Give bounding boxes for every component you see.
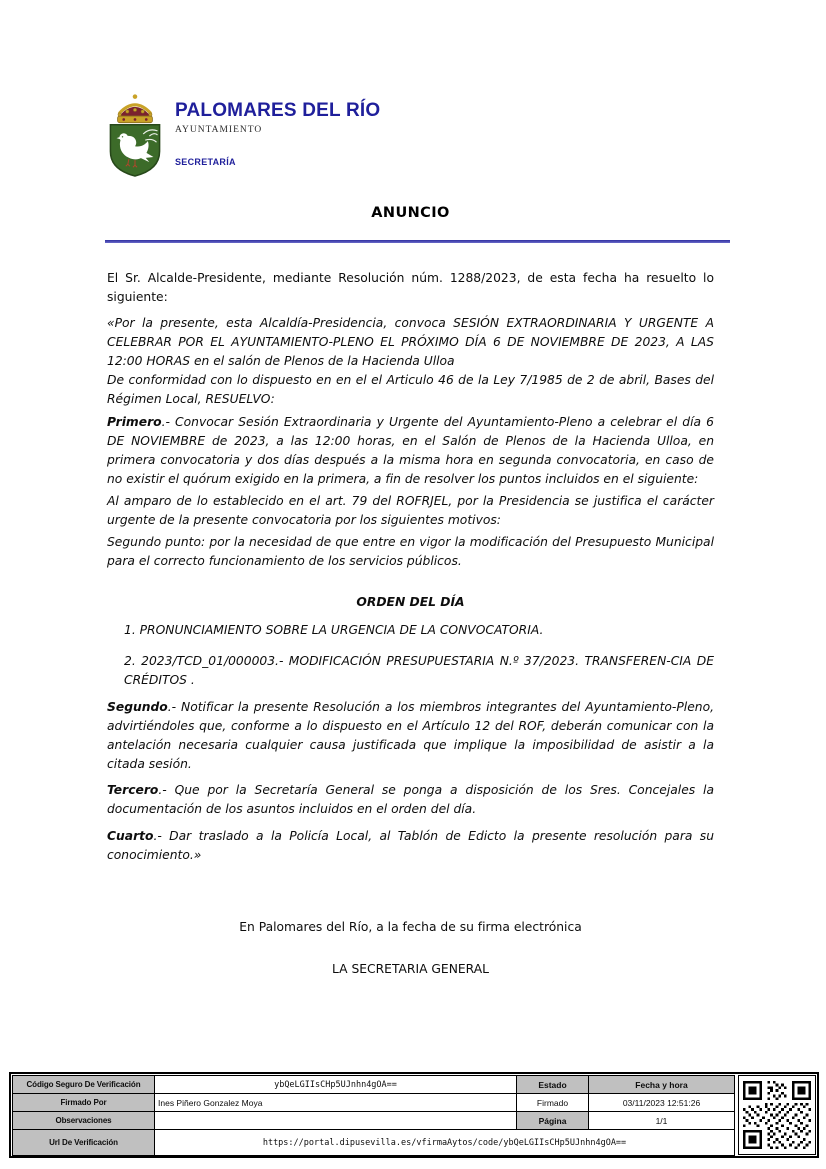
intro-paragraph: El Sr. Alcalde-Presidente, mediante Resolución núm. 1288/2023, de esta fecha ha resuelto lo siguiente: (107, 271, 714, 304)
clause-segundo-lead: Segundo (107, 700, 168, 714)
url-label: Url De Verificación (13, 1130, 155, 1156)
clause-segundo-text: .- Notificar la presente Resolución a los miembros integrantes del Ayuntamiento-Pleno, advirtiéndoles que, conforme a lo dispuesto en el Artículo 12 del ROF, deberán comunicar con la antelación necesaria cualquier causa justificada que implique la imposibilidad de asistir a la citada sesión. (107, 700, 714, 771)
observaciones-value (155, 1112, 517, 1130)
firmado-por-label: Firmado Por (13, 1094, 155, 1112)
municipality-name: PALOMARES DEL RÍO (175, 100, 381, 121)
clause-primero-lead: Primero (107, 415, 162, 429)
table-row (13, 1076, 735, 1094)
orden-item-1: 1. PRONUNCIAMIENTO SOBRE LA URGENCIA DE LA CONVOCATORIA. (124, 623, 544, 637)
signature-place-line: En Palomares del Río, a la fecha de su firma electrónica (239, 920, 582, 934)
clause-tercero-lead: Tercero (107, 783, 159, 797)
fecha-header: Fecha y hora (589, 1076, 735, 1094)
document-title: ANUNCIO (371, 205, 450, 221)
orden-item-2: 2. 2023/TCD_01/000003.- MODIFICACIÓN PRESUPUESTARIA N.º 37/2023. TRANSFEREN-CIA DE CRÉDITOS . (124, 654, 714, 687)
qr-code-icon (738, 1075, 816, 1155)
department-name: SECRETARÍA (175, 157, 236, 167)
clause-cuarto (107, 827, 714, 865)
clause-primero-text: .- Convocar Sesión Extraordinaria y Urgente del Ayuntamiento-Pleno a celebrar el día 6 DE NOVIEMBRE de 2023, a las 12:00 horas, en el Salón de Plenos de la Hacienda Ulloa, en primera convocatoria y dos días después a la misma hora en segunda convocatoria, en caso de no existir el quórum exigido en la primera, a fin de resolver los puntos incluidos en el siguiente: (107, 415, 714, 486)
estado-header: Estado (517, 1076, 589, 1094)
verification-url-link[interactable]: https://portal.dipusevilla.es/vfirmaAytos/code/ybQeLGIIsCHp5UJnhn4gOA== (155, 1130, 735, 1156)
clause-tercero (107, 781, 714, 819)
verification-table (12, 1075, 735, 1156)
title-rule-divider (105, 240, 730, 243)
organization-name: AYUNTAMIENTO (175, 125, 263, 135)
clause-tercero-text: .- Que por la Secretaría General se ponga a disposición de los Sres. Concejales la documentación de los asuntos incluidos en el orden del día. (107, 783, 714, 816)
clause-cuarto-text: .- Dar traslado a la Policía Local, al Tablón de Edicto la presente resolución para su conocimiento.» (107, 829, 714, 862)
signature-role-line: LA SECRETARIA GENERAL (332, 962, 489, 976)
fecha-value: 03/11/2023 12:51:26 (589, 1094, 735, 1112)
signature-verification-footer (9, 1072, 819, 1158)
pagina-value: 1/1 (589, 1112, 735, 1130)
orden-del-dia-heading: ORDEN DEL DÍA (356, 595, 465, 609)
pagina-header: Página (517, 1112, 589, 1130)
csv-label: Código Seguro De Verificación (13, 1076, 155, 1094)
quote-paragraph-2: De conformidad con lo dispuesto en en el el Articulo 46 de la Ley 7/1985 de 2 de abril, Bases del Régimen Local, RESUELVO: (107, 373, 714, 406)
clause-primero (107, 413, 714, 489)
table-row (13, 1094, 735, 1112)
municipal-coat-of-arms-icon (104, 92, 166, 178)
resolution-quote (107, 314, 714, 409)
clause-cuarto-lead: Cuarto (107, 829, 154, 843)
csv-value: ybQeLGIIsCHp5UJnhn4gOA== (155, 1076, 517, 1094)
document-body (107, 269, 714, 979)
firmado-por-value: Ines Piñero Gonzalez Moya (155, 1094, 517, 1112)
amparo-paragraph: Al amparo de lo establecido en el art. 79 del ROFRJEL, por la Presidencia se justifica el carácter urgente de la presente convocatoria por los siguientes motivos: (107, 494, 714, 527)
letterhead (175, 100, 535, 167)
table-row (13, 1112, 735, 1130)
segundo-punto-paragraph: Segundo punto: por la necesidad de que entre en vigor la modificación del Presupuesto Municipal para el correcto funcionamiento de los servicios públicos. (107, 535, 714, 568)
quote-paragraph-1: «Por la presente, esta Alcaldía-Presidencia, convoca SESIÓN EXTRAORDINARIA Y URGENTE A CELEBRAR POR EL AYUNTAMIENTO-PLENO EL PRÓXIMO DÍA 6 DE NOVIEMBRE DE 2023, A LAS 12:00 HORAS en el salón de Plenos de la Hacienda Ulloa (107, 316, 714, 368)
clause-segundo (107, 698, 714, 774)
table-row (13, 1130, 735, 1156)
observaciones-label: Observaciones (13, 1112, 155, 1130)
estado-value: Firmado (517, 1094, 589, 1112)
